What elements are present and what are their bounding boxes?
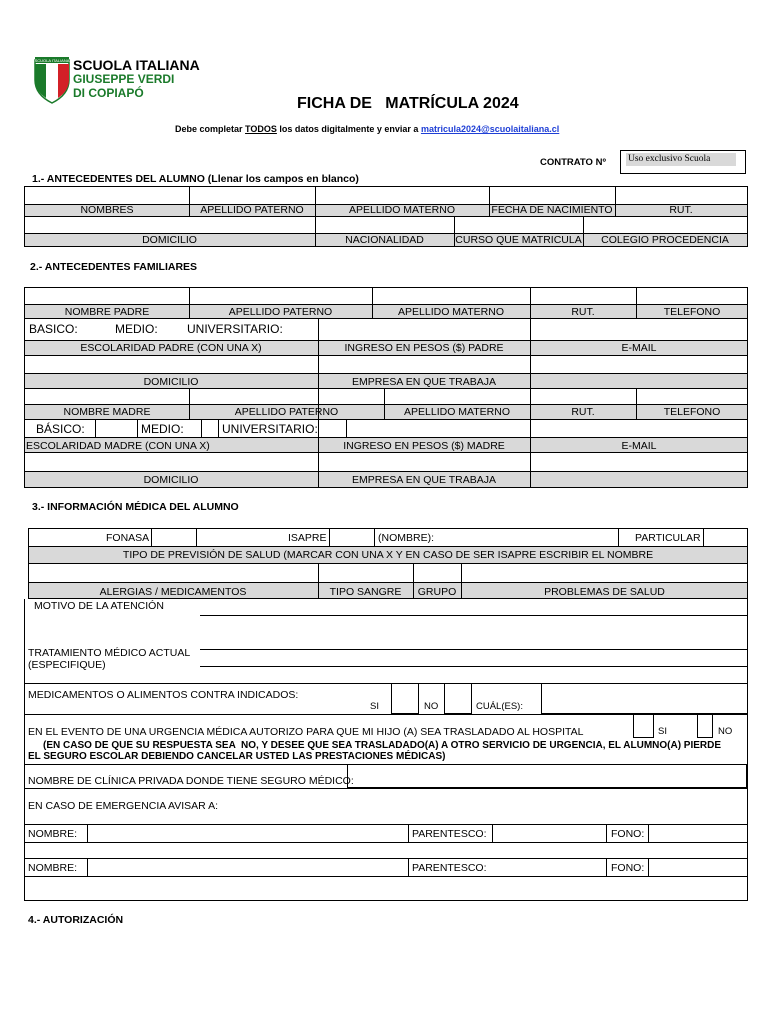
- label-empresa-madre: EMPRESA EN QUE TRABAJA: [352, 474, 496, 486]
- contacto1-nombre-field[interactable]: [88, 825, 408, 842]
- label-escolaridad-padre: ESCOLARIDAD PADRE (CON UNA X): [80, 342, 262, 354]
- contacto1-fono-field[interactable]: [649, 825, 747, 842]
- section2-heading: 2.- ANTECEDENTES FAMILIARES: [30, 261, 198, 273]
- uso-exclusivo-text: Uso exclusivo Scuola: [628, 154, 711, 164]
- label-curso: CURSO QUE MATRICULA: [455, 234, 582, 246]
- label-si: SI: [370, 701, 379, 712]
- alumno-nombres-field[interactable]: [24, 186, 190, 205]
- particular-checkbox[interactable]: [704, 529, 747, 546]
- urgencia-no-checkbox[interactable]: [697, 714, 713, 738]
- label-isapre: ISAPRE: [288, 532, 327, 544]
- label-tipo-prevision: TIPO DE PREVISIÓN DE SALUD (MARCAR CON UNA X Y EN CASO DE SER ISAPRE ESCRIBIR EL NOMBRE: [122, 549, 654, 561]
- alumno-curso-field[interactable]: [455, 217, 583, 233]
- subtitle-post: los datos digitalmente y enviar a: [276, 124, 421, 134]
- label-contacto1-nombre: NOMBRE:: [28, 828, 78, 840]
- label-emergencia: EN CASO DE EMERGENCIA AVISAR A:: [28, 800, 219, 812]
- label-domicilio-madre: DOMICILIO: [143, 474, 199, 486]
- contrato-label: CONTRATO Nº: [540, 157, 606, 168]
- label-urgencia: EN EL EVENTO DE UNA URGENCIA MÉDICA AUTORIZO PARA QUE MI HIJO (A) SEA TRASLADADO AL HOSPITAL: [28, 726, 584, 738]
- label-contacto1-parentesco: PARENTESCO:: [412, 828, 487, 840]
- label-nombres: NOMBRES: [80, 204, 134, 216]
- padre-basico[interactable]: BASICO:: [29, 322, 78, 336]
- alumno-rut-field[interactable]: [616, 186, 747, 205]
- label-urgencia-si: SI: [658, 726, 667, 737]
- label-domicilio: DOMICILIO: [142, 234, 197, 246]
- label-motivo-atencion: MOTIVO DE LA ATENCIÓN: [34, 600, 164, 612]
- madre-medio[interactable]: MEDIO:: [141, 422, 184, 436]
- label-madre-apellido-paterno: APELLIDO PATERNO: [234, 406, 339, 418]
- urgencia-si-checkbox[interactable]: [633, 714, 654, 738]
- label-apellido-materno: APELLIDO MATERNO: [349, 204, 455, 216]
- alumno-apellido-paterno-field[interactable]: [190, 186, 315, 205]
- label-padre-telefono: TELEFONO: [663, 306, 721, 318]
- label-madre-apellido-materno: APELLIDO MATERNO: [404, 406, 510, 418]
- label-fecha-nacimiento: FECHA DE NACIMIENTO: [491, 204, 613, 216]
- label-madre-rut: RUT.: [571, 406, 595, 418]
- label-email-madre: E-MAIL: [621, 440, 657, 452]
- label-particular: PARTICULAR: [635, 532, 701, 544]
- alumno-nacionalidad-field[interactable]: [316, 217, 454, 233]
- nota-seguro-1: (EN CASO DE QUE SU RESPUESTA SEA NO, Y DESEE QUE SEA TRASLADADO(A) A OTRO SERVICIO DE URGENCIA, EL ALUMNO(A) PIERDE: [43, 740, 722, 751]
- contacto2-nombre-field[interactable]: [88, 859, 408, 876]
- contacto2-fono-field[interactable]: [649, 859, 747, 876]
- label-nombre-madre: NOMBRE MADRE: [63, 406, 151, 418]
- school-name-line3: DI COPIAPÓ: [73, 86, 144, 100]
- section4-heading: 4.- AUTORIZACIÓN: [28, 914, 124, 926]
- subtitle-pre: Debe completar: [175, 124, 246, 134]
- cuales-field[interactable]: [541, 683, 748, 714]
- label-empresa-padre: EMPRESA EN QUE TRABAJA: [352, 376, 496, 388]
- label-rut: RUT.: [669, 204, 693, 216]
- alumno-fecha-nacimiento-field[interactable]: [490, 186, 615, 205]
- label-contacto2-fono: FONO:: [611, 862, 645, 874]
- page-title: FICHA DE MATRÍCULA 2024: [297, 95, 519, 112]
- label-domicilio-padre: DOMICILIO: [143, 376, 199, 388]
- logo-text: SCUOLA ITALIANA: [34, 58, 70, 63]
- label-padre-apellido-materno: APELLIDO MATERNO: [398, 306, 504, 318]
- label-padre-rut: RUT.: [571, 306, 595, 318]
- label-escolaridad-madre: ESCOLARIDAD MADRE (CON UNA X): [26, 440, 210, 452]
- label-contacto2-parentesco: PARENTESCO:: [412, 862, 487, 874]
- label-grupo: GRUPO: [417, 586, 457, 598]
- label-urgencia-no: NO: [718, 726, 733, 737]
- label-contacto2-nombre: NOMBRE:: [28, 862, 78, 874]
- label-email-padre: E-MAIL: [621, 342, 657, 354]
- label-tratamiento-2: (ESPECIFIQUE): [28, 659, 106, 671]
- madre-basico[interactable]: BÁSICO:: [36, 422, 85, 436]
- label-alergias: ALERGIAS / MEDICAMENTOS: [99, 586, 247, 598]
- alumno-apellido-materno-field[interactable]: [316, 186, 489, 205]
- madre-universitario[interactable]: UNIVERSITARIO:: [222, 422, 318, 436]
- school-name-line2: GIUSEPPE VERDI: [73, 72, 175, 86]
- medicamentos-no-checkbox[interactable]: [444, 683, 472, 714]
- padre-medio[interactable]: MEDIO:: [115, 322, 158, 336]
- alumno-colegio-field[interactable]: [584, 217, 747, 233]
- padre-universitario[interactable]: UNIVERSITARIO:: [187, 322, 283, 336]
- isapre-checkbox[interactable]: [330, 529, 374, 546]
- label-nombre-padre: NOMBRE PADRE: [64, 306, 150, 318]
- label-ingreso-padre: INGRESO EN PESOS ($) PADRE: [344, 342, 504, 354]
- label-cuales: CUÁL(ES):: [476, 701, 523, 712]
- motivo-atencion-field[interactable]: [200, 600, 747, 615]
- label-no: NO: [424, 701, 439, 712]
- label-apellido-paterno: APELLIDO PATERNO: [200, 204, 304, 216]
- alumno-domicilio-field[interactable]: [24, 217, 315, 233]
- nota-seguro-2: EL SEGURO ESCOLAR DEBIENDO CANCELAR USTED LAS PRESTACIONES MÉDICAS): [28, 751, 446, 762]
- subtitle-todos: TODOS: [245, 124, 277, 134]
- contacto2-parentesco-field[interactable]: [493, 859, 606, 876]
- label-padre-apellido-paterno: APELLIDO PATERNO: [228, 306, 333, 318]
- clinica-privada-field[interactable]: [347, 764, 747, 788]
- section3-heading: 3.- INFORMACIÓN MÉDICA DEL ALUMNO: [32, 501, 239, 513]
- label-tipo-sangre: TIPO SANGRE: [329, 586, 402, 598]
- label-clinica-privada: NOMBRE DE CLÍNICA PRIVADA DONDE TIENE SEGURO MÉDICO:: [28, 775, 354, 787]
- medicamentos-si-checkbox[interactable]: [391, 683, 419, 714]
- page-subtitle: [170, 116, 559, 134]
- label-colegio: COLEGIO PROCEDENCIA: [601, 234, 729, 246]
- label-ingreso-madre: INGRESO EN PESOS ($) MADRE: [343, 440, 505, 452]
- school-logo: [32, 54, 72, 104]
- label-problemas-salud: PROBLEMAS DE SALUD: [544, 586, 665, 598]
- fonasa-checkbox[interactable]: [152, 529, 196, 546]
- contacto1-parentesco-field[interactable]: [493, 825, 606, 842]
- label-madre-telefono: TELEFONO: [663, 406, 721, 418]
- label-fonasa: FONASA: [106, 532, 150, 544]
- school-name-line1: SCUOLA ITALIANA: [73, 57, 200, 73]
- contact-email-link[interactable]: matricula2024@scuolaitaliana.cl: [420, 124, 560, 134]
- label-isapre-nombre: (NOMBRE):: [378, 532, 434, 544]
- label-tratamiento-1: TRATAMIENTO MÉDICO ACTUAL: [28, 647, 191, 659]
- section1-heading: 1.- ANTECEDENTES DEL ALUMNO (Llenar los campos en blanco): [32, 173, 359, 185]
- label-nacionalidad: NACIONALIDAD: [345, 234, 424, 246]
- label-contacto1-fono: FONO:: [611, 828, 645, 840]
- tratamiento-field[interactable]: [200, 650, 747, 666]
- label-medicamentos-contraindicados: MEDICAMENTOS O ALIMENTOS CONTRA INDICADOS:: [28, 689, 299, 701]
